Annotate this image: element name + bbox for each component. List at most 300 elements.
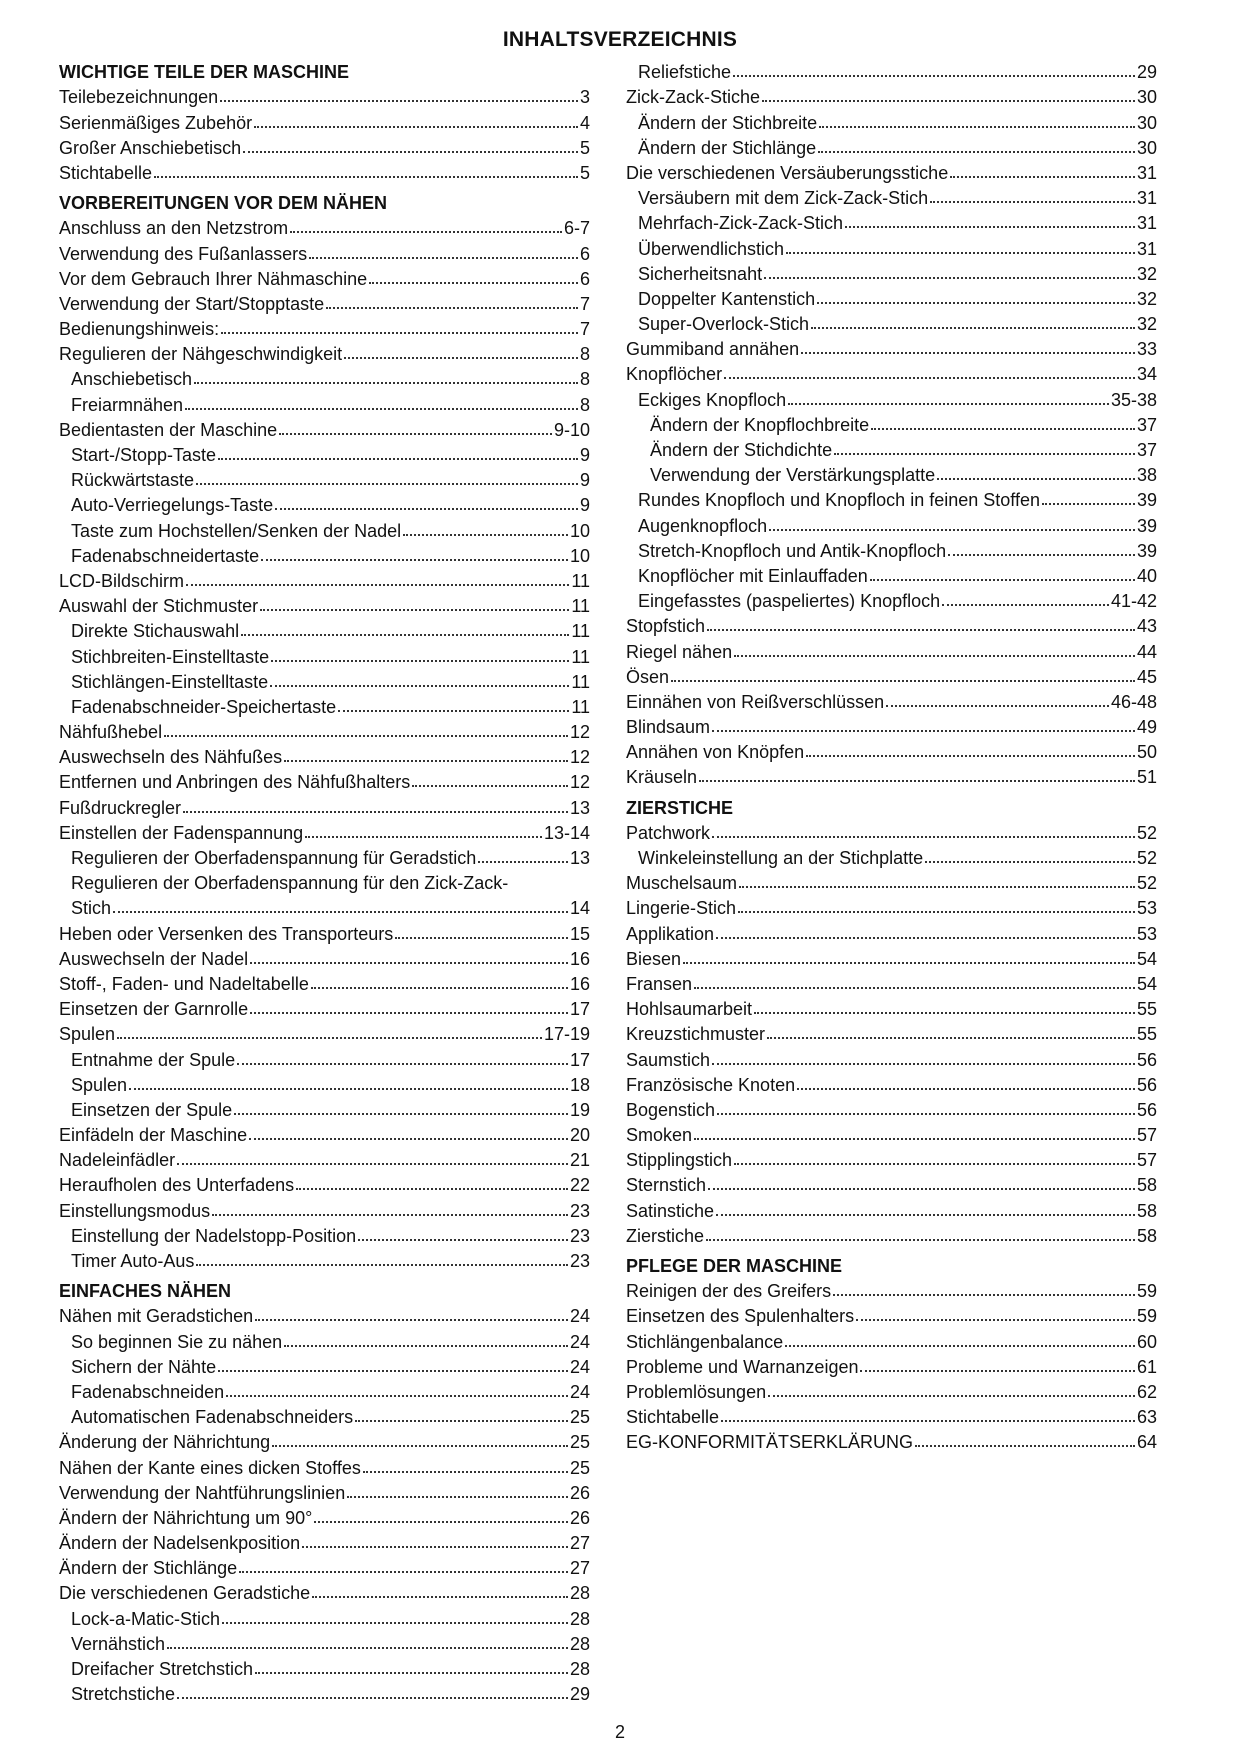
toc-entry-label: Stretch-Knopfloch und Antik-Knopfloch (638, 540, 947, 561)
toc-entry-label: Anschluss an den Netzstrom (59, 218, 289, 239)
toc-entry (59, 616, 590, 641)
toc-entry-label: Doppelter Kantenstich (638, 288, 816, 309)
toc-entry-label: Ändern der Knopflochbreite (650, 414, 870, 435)
toc-entry-label: Fußdruckregler (59, 797, 182, 818)
dot-leader (284, 1345, 568, 1347)
toc-entry (626, 1352, 1157, 1377)
toc-entry-label: Verwendung der Start/Stopptaste (59, 293, 325, 314)
toc-entry-label: Taste zum Hochstellen/Senken der Nadel (71, 520, 402, 541)
section-heading-label: ZIERSTICHE (626, 797, 734, 818)
toc-entry-label: Applikation (626, 923, 715, 944)
dot-leader (818, 151, 1135, 153)
toc-entry (626, 994, 1157, 1019)
dot-leader (721, 1420, 1135, 1422)
dot-leader (129, 1088, 568, 1090)
dot-leader (254, 126, 578, 128)
toc-entry-label: Bedienungshinweis: (59, 319, 220, 340)
toc-entry-label: Direkte Stichauswahl (71, 621, 240, 642)
toc-entry-label: Stichtabelle (626, 1407, 720, 1428)
toc-entry (626, 460, 1157, 485)
dot-leader (260, 609, 569, 611)
toc-entry-page: 28 (569, 1659, 590, 1679)
toc-entry-label: Einnähen von Reißverschlüssen (626, 691, 885, 712)
toc-entry-label: Lock-a-Matic-Stich (71, 1608, 221, 1629)
toc-entry (59, 1402, 590, 1427)
dot-leader (186, 584, 569, 586)
toc-entry-label: Heraufholen des Unterfadens (59, 1175, 295, 1196)
toc-entry-label: Bogenstich (626, 1099, 716, 1120)
toc-entry-page: 41-42 (1110, 591, 1157, 612)
toc-entry (59, 1301, 590, 1326)
toc-entry (626, 1170, 1157, 1195)
toc-entry-page: 14 (569, 898, 590, 919)
toc-entry-page: 31 (1136, 162, 1157, 183)
toc-entry-page: 59 (1136, 1281, 1157, 1302)
toc-entry-label: Stopfstich (626, 616, 706, 637)
toc-entry-page: 6-7 (563, 218, 590, 239)
toc-entry (626, 762, 1157, 787)
dot-leader (717, 1113, 1135, 1115)
dot-leader (117, 1037, 542, 1039)
toc-entry (59, 1654, 590, 1679)
section-heading (626, 1251, 1157, 1276)
dot-leader (250, 962, 568, 964)
toc-entry-label: Eingefasstes (paspeliertes) Knopfloch (638, 591, 941, 612)
toc-entry (59, 158, 590, 183)
toc-entry (626, 1402, 1157, 1427)
toc-entry-page: 3 (579, 87, 590, 108)
toc-entry (59, 107, 590, 132)
toc-entry (59, 1679, 590, 1704)
dot-leader (819, 126, 1135, 128)
toc-entry (59, 868, 590, 893)
toc-entry (59, 767, 590, 792)
toc-entry (626, 435, 1157, 460)
dot-leader (177, 1163, 568, 1165)
toc-entry-label: Satinstiche (626, 1200, 715, 1221)
dot-leader (739, 886, 1135, 888)
dot-leader (302, 1546, 568, 1548)
dot-leader (767, 1037, 1135, 1039)
dot-leader (712, 836, 1135, 838)
toc-entry-page: 23 (569, 1251, 590, 1271)
dot-leader (326, 307, 578, 309)
toc-entry-page: 17-19 (543, 1024, 590, 1045)
toc-entry-label: Zierstiche (626, 1225, 705, 1246)
toc-entry (59, 1019, 590, 1044)
toc-entry (626, 561, 1157, 586)
toc-entry-label: Ändern der Stichlänge (59, 1558, 238, 1579)
toc-entry-page: 17 (569, 1049, 590, 1070)
toc-entry-label: Regulieren der Nähgeschwindigkeit (59, 344, 343, 365)
dot-leader (369, 282, 578, 284)
toc-entry-page: 24 (569, 1381, 590, 1402)
toc-entry (59, 1145, 590, 1170)
toc-entry (626, 208, 1157, 233)
toc-entry-label: Serienmäßiges Zubehör (59, 112, 253, 133)
toc-entry-label: Versäubern mit dem Zick-Zack-Stich (638, 188, 929, 209)
toc-entry-label: Nadeleinfädler (59, 1150, 176, 1171)
section-heading (59, 57, 590, 82)
dot-leader (937, 478, 1135, 480)
toc-entry-page: 23 (569, 1200, 590, 1221)
toc-column-left (59, 57, 590, 1704)
toc-entry-label: Spulen (71, 1074, 128, 1095)
section-heading (626, 792, 1157, 817)
dot-leader (733, 75, 1135, 77)
toc-entry-label: Knopflöcher (626, 364, 723, 385)
toc-entry-page: 18 (569, 1074, 590, 1095)
dot-leader (221, 332, 578, 334)
dot-leader (185, 408, 578, 410)
toc-entry-page: 30 (1136, 137, 1157, 158)
toc-entry-page: 39 (1136, 490, 1157, 511)
toc-entry (59, 843, 590, 868)
toc-entry-page: 61 (1136, 1356, 1157, 1377)
toc-entry (59, 1377, 590, 1402)
dot-leader (706, 1239, 1135, 1241)
toc-entry-label: Eckiges Knopfloch (638, 389, 787, 410)
toc-entry-label: Einfädeln der Maschine (59, 1125, 248, 1146)
dot-leader (694, 987, 1135, 989)
dot-leader (724, 377, 1135, 379)
toc-entry-label: Überwendlichstich (638, 238, 785, 259)
toc-entry-label: Regulieren der Oberfadenspannung für Geradstich (71, 848, 477, 868)
toc-entry-page: 28 (569, 1633, 590, 1654)
toc-entry (59, 515, 590, 540)
dot-leader (699, 780, 1135, 782)
toc-entry (626, 1070, 1157, 1095)
toc-entry-page: 55 (1136, 999, 1157, 1020)
dot-leader (915, 1445, 1135, 1447)
toc-entry-label: Start-/Stopp-Taste (71, 445, 217, 465)
toc-entry (626, 662, 1157, 687)
toc-entry-page: 52 (1136, 822, 1157, 843)
toc-entry-page: 32 (1136, 263, 1157, 284)
toc-entry-page: 40 (1136, 565, 1157, 586)
toc-entry-page: 25 (569, 1407, 590, 1428)
toc-entry (59, 1553, 590, 1578)
toc-entry-label: Die verschiedenen Geradstiche (59, 1583, 311, 1604)
dot-leader (212, 1214, 568, 1216)
toc-entry-page: 43 (1136, 616, 1157, 637)
toc-entry-page: 8 (579, 394, 590, 415)
toc-entry-label: Regulieren der Oberfadenspannung für den Zick-Zack- (71, 873, 509, 894)
dot-leader (226, 1395, 568, 1397)
toc-entry (59, 918, 590, 943)
toc-entry (59, 415, 590, 440)
toc-entry-label: Kreuzstichmuster (626, 1024, 766, 1045)
dot-leader (738, 911, 1135, 913)
toc-entry-label: Fadenabschneidertaste (71, 545, 260, 566)
toc-entry-page: 37 (1136, 440, 1157, 460)
toc-entry-label: Bedientasten der Maschine (59, 419, 278, 440)
toc-entry-page: 55 (1136, 1024, 1157, 1045)
toc-entry-label: Stichlängen-Einstelltaste (71, 671, 269, 692)
toc-entry (59, 1503, 590, 1528)
dot-leader (284, 760, 568, 762)
dot-leader (764, 277, 1135, 279)
toc-entry-page: 11 (571, 646, 590, 667)
toc-entry-label: Augenknopfloch (638, 515, 768, 536)
dot-leader (948, 554, 1135, 556)
toc-entry (626, 1195, 1157, 1220)
toc-entry-label: Teilebezeichnungen (59, 87, 219, 108)
toc-entry-label: Sicherheitsnaht (638, 263, 763, 284)
dot-leader (801, 352, 1135, 354)
toc-entry-page: 38 (1136, 465, 1157, 486)
toc-entry (626, 687, 1157, 712)
toc-entry (59, 944, 590, 969)
toc-entry-label: Patchwork (626, 822, 711, 843)
toc-entry (626, 868, 1157, 893)
toc-entry (59, 818, 590, 843)
dot-leader (871, 428, 1135, 430)
dot-leader (270, 685, 569, 687)
toc-entry (59, 692, 590, 717)
toc-entry-label: Auswechseln des Nähfußes (59, 747, 283, 768)
dot-leader (754, 1012, 1135, 1014)
dot-leader (870, 579, 1135, 581)
toc-entry-label: Einstellungsmodus (59, 1200, 211, 1221)
dot-leader (279, 433, 552, 435)
toc-entry-label: Gummiband annähen (626, 339, 800, 360)
dot-leader (806, 755, 1135, 757)
toc-entry-label: Heben oder Versenken des Transporteurs (59, 923, 394, 944)
toc-entry-page: 57 (1136, 1150, 1157, 1171)
toc-entry-page: 29 (1136, 62, 1157, 83)
toc-entry-label: Einsetzen des Spulenhalters (626, 1306, 855, 1327)
dot-leader (255, 1319, 568, 1321)
toc-entry-label: Blindsaum (626, 717, 711, 738)
toc-entry-label: Dreifacher Stretchstich (71, 1659, 254, 1679)
toc-entry-label: Reinigen der des Greifers (626, 1281, 832, 1302)
toc-entry-page: 24 (569, 1306, 590, 1327)
section-heading-label: WICHTIGE TEILE DER MASCHINE (59, 62, 350, 83)
toc-entry-page: 11 (571, 671, 590, 692)
toc-entry-page: 45 (1136, 666, 1157, 687)
toc-entry-label: Mehrfach-Zick-Zack-Stich (638, 213, 844, 234)
toc-entry-page: 31 (1136, 188, 1157, 209)
dot-leader (167, 1647, 568, 1649)
toc-entry (626, 969, 1157, 994)
dot-leader (412, 785, 568, 787)
toc-entry-label: Lingerie-Stich (626, 898, 737, 919)
toc-entry-page: 10 (569, 520, 590, 541)
dot-leader (942, 604, 1109, 606)
toc-entry (59, 667, 590, 692)
toc-entry (59, 1452, 590, 1477)
dot-leader (250, 1012, 568, 1014)
toc-entry (59, 1603, 590, 1628)
toc-entry (626, 1019, 1157, 1044)
toc-entry-page: 25 (569, 1432, 590, 1453)
toc-entry-label: EG-KONFORMITÄTSERKLÄRUNG (626, 1432, 914, 1453)
toc-entry-label: Freiarmnähen (71, 394, 184, 415)
toc-entry (59, 969, 590, 994)
toc-entry-page: 26 (569, 1482, 590, 1503)
toc-entry-page: 58 (1136, 1200, 1157, 1221)
toc-entry-label: Stichtabelle (59, 162, 153, 183)
toc-entry-page: 9 (579, 445, 590, 465)
toc-entry (626, 1427, 1157, 1452)
toc-entry-label: Problemlösungen (626, 1381, 767, 1402)
toc-column-right (626, 57, 1157, 1452)
toc-entry-label: Großer Anschiebetisch (59, 137, 242, 158)
toc-entry-label: Super-Overlock-Stich (638, 314, 810, 335)
dot-leader (950, 176, 1135, 178)
section-heading (59, 1276, 590, 1301)
toc-entry (59, 1578, 590, 1603)
toc-entry-label: Smoken (626, 1125, 693, 1146)
dot-leader (768, 1395, 1135, 1397)
section-heading (59, 188, 590, 213)
dot-leader (113, 911, 568, 913)
dot-leader (239, 1571, 568, 1573)
toc-entry (626, 233, 1157, 258)
toc-entry (59, 1427, 590, 1452)
toc-entry-label: Vernähstich (71, 1633, 166, 1654)
toc-entry (59, 389, 590, 414)
toc-entry-page: 39 (1136, 515, 1157, 536)
toc-entry-label: Einstellung der Nadelstopp-Position (71, 1225, 357, 1246)
dot-leader (363, 1471, 568, 1473)
toc-entry (626, 133, 1157, 158)
toc-entry-label: Sichern der Nähte (71, 1356, 217, 1377)
toc-entry (626, 82, 1157, 107)
toc-entry-page: 24 (569, 1331, 590, 1352)
toc-entry-page: 8 (579, 344, 590, 365)
toc-entry-page: 49 (1136, 717, 1157, 738)
toc-entry (626, 1145, 1157, 1170)
toc-entry-page: 21 (569, 1150, 590, 1171)
dot-leader (312, 1596, 568, 1598)
toc-entry (59, 792, 590, 817)
toc-entry-page: 11 (571, 596, 590, 617)
toc-entry-label: Knopflöcher mit Einlauffaden (638, 565, 868, 586)
toc-entry-page: 39 (1136, 540, 1157, 561)
toc-entry-label: Hohlsaumarbeit (626, 999, 753, 1020)
dot-leader (237, 1063, 568, 1065)
toc-entry (59, 1044, 590, 1069)
dot-leader (218, 458, 578, 460)
toc-entry-page: 64 (1136, 1432, 1157, 1453)
dot-leader (925, 861, 1135, 863)
toc-entry-page: 30 (1136, 112, 1157, 133)
dot-leader (296, 1188, 568, 1190)
toc-entry-label: Reliefstiche (638, 62, 732, 83)
toc-entry-label: Ändern der Nadelsenkposition (59, 1533, 301, 1554)
toc-entry (59, 1478, 590, 1503)
toc-entry-label: Rundes Knopfloch und Knopfloch in feinen Stoffen (638, 490, 1040, 511)
dot-leader (290, 231, 562, 233)
toc-entry-page: 22 (569, 1175, 590, 1196)
toc-entry-label: Vor dem Gebrauch Ihrer Nähmaschine (59, 268, 368, 289)
toc-entry (626, 485, 1157, 510)
toc-entry-page: 8 (579, 369, 590, 390)
toc-entry (626, 410, 1157, 435)
toc-entry-label: Nähen der Kante eines dicken Stoffes (59, 1457, 361, 1478)
toc-entry-label: Spulen (59, 1024, 116, 1045)
toc-entry-label: Stich (71, 898, 112, 919)
toc-entry (626, 1095, 1157, 1120)
toc-entry-label: Saumstich (626, 1049, 711, 1070)
toc-entry (59, 213, 590, 238)
dot-leader (786, 252, 1135, 254)
section-heading-label: EINFACHES NÄHEN (59, 1281, 232, 1302)
toc-entry-label: Rückwärtstaste (71, 470, 195, 491)
toc-entry-page: 62 (1136, 1381, 1157, 1402)
dot-leader (395, 937, 568, 939)
dot-leader (930, 201, 1135, 203)
toc-entry-page: 28 (569, 1608, 590, 1629)
toc-entry (59, 1629, 590, 1654)
toc-entry (59, 1352, 590, 1377)
toc-entry (626, 536, 1157, 561)
toc-entry (626, 334, 1157, 359)
toc-entry (59, 440, 590, 465)
toc-entry-page: 58 (1136, 1225, 1157, 1246)
toc-entry-label: Auswechseln der Nadel (59, 948, 249, 969)
toc-entry (59, 641, 590, 666)
toc-entry (59, 994, 590, 1019)
toc-entry-label: Kräuseln (626, 767, 698, 788)
toc-entry (626, 1326, 1157, 1351)
toc-entry-page: 30 (1136, 87, 1157, 108)
toc-entry-page: 44 (1136, 641, 1157, 662)
toc-entry-label: Einsetzen der Garnrolle (59, 999, 249, 1020)
dot-leader (707, 629, 1135, 631)
toc-entry-page: 27 (569, 1558, 590, 1579)
toc-entry-page: 7 (579, 293, 590, 314)
toc-entry-label: Nähen mit Geradstichen (59, 1306, 254, 1327)
toc-entry-page: 59 (1136, 1306, 1157, 1327)
toc-entry-page: 56 (1136, 1074, 1157, 1095)
dot-leader (845, 226, 1135, 228)
toc-entry-label: Entnahme der Spule (71, 1049, 236, 1070)
toc-entry-page: 24 (569, 1356, 590, 1377)
toc-entry-page: 11 (571, 696, 590, 717)
toc-entry-label: Verwendung des Fußanlassers (59, 243, 308, 264)
toc-entry-label: Timer Auto-Aus (71, 1251, 195, 1271)
dot-leader (785, 1345, 1135, 1347)
dot-leader (196, 483, 578, 485)
toc-entry-page: 46-48 (1110, 691, 1157, 712)
dot-leader (358, 1239, 568, 1241)
toc-entry-label: Annähen von Knöpfen (626, 742, 805, 763)
toc-entry-page: 29 (569, 1684, 590, 1705)
toc-entry-page: 52 (1136, 873, 1157, 894)
toc-entry (59, 490, 590, 515)
dot-leader (311, 987, 568, 989)
toc-entry-label: Nähfußhebel (59, 722, 163, 743)
toc-entry-page: 5 (579, 137, 590, 158)
toc-entry-page: 32 (1136, 288, 1157, 309)
toc-entry-page: 54 (1136, 948, 1157, 969)
toc-entry-page: 20 (569, 1125, 590, 1146)
dot-leader (833, 1294, 1135, 1296)
dot-leader (275, 508, 578, 510)
dot-leader (194, 382, 578, 384)
toc-entry (59, 742, 590, 767)
toc-entry-page: 33 (1136, 339, 1157, 360)
toc-entry (626, 843, 1157, 868)
toc-entry-label: Einstellen der Fadenspannung (59, 822, 304, 843)
toc-entry-label: Die verschiedenen Versäuberungsstiche (626, 162, 949, 183)
dot-leader (478, 861, 568, 863)
toc-entry-label: Sternstich (626, 1175, 707, 1196)
toc-entry (626, 259, 1157, 284)
